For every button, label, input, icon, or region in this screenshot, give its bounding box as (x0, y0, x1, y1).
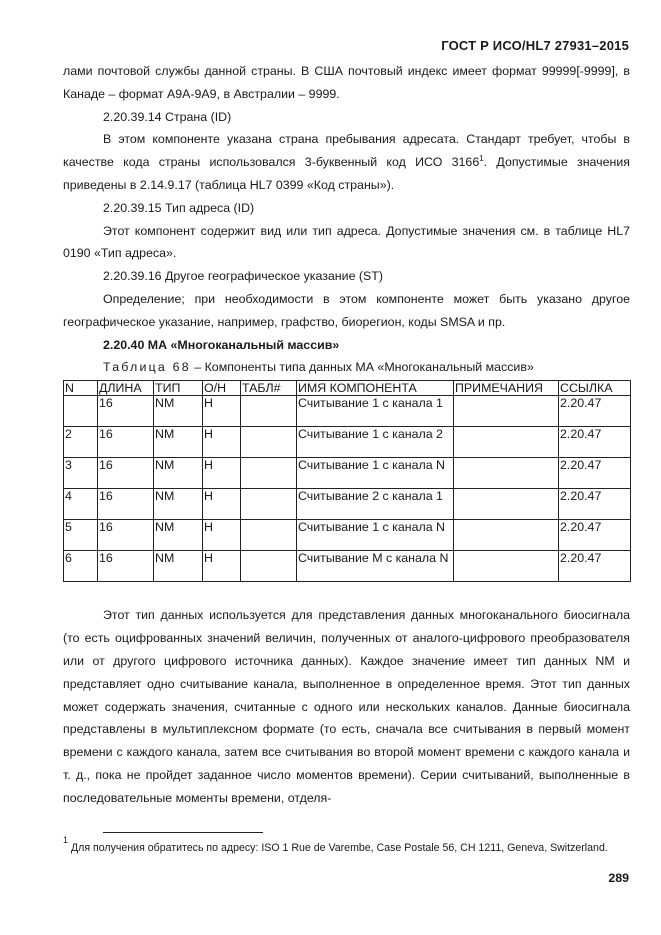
table-cell (454, 520, 559, 551)
footnote-text: Для получения обратитесь по адресу: ISO 1 Rue de Varembe, Case Postale 56, CH 1211, Geneva, Switzerland. (71, 842, 608, 854)
table-cell (241, 427, 297, 458)
table-cell: 2.20.47 (559, 396, 631, 427)
paragraph-ma-description: Этот тип данных используется для представления данных многоканального биосигнала (то есть оцифрованных значений величин, полученных от аналого-цифрового преобразователя или от другого цифрового источника данных). Каждое значение имеет тип данных NM и представляет одно считывание канала, выполненное в определенное время. Этот тип данных может содержать значения, считанные с одного или нескольких каналов. Данные биосигнала представлены в мультиплексном формате (то есть, сначала все считывания в первый момент времени с каждого канала, затем все считывания во второй момент времени с каждого канала и т. д., пока не пройдет заданное число моментов времени). Серии считываний, выполненные в последовательные моменты времени, отделя- (63, 608, 630, 805)
table-cell: Считывание 1 с канала 1 (297, 396, 454, 427)
table-cell: 2.20.47 (559, 520, 631, 551)
table-cell: Считывание 1 с канала N (297, 458, 454, 489)
table-cell: 2.20.47 (559, 427, 631, 458)
column-header: ТАБЛ# (241, 381, 297, 396)
table-cell: 2.20.47 (559, 551, 631, 582)
components-table (63, 380, 631, 582)
table-cell: Н (203, 427, 241, 458)
paragraph-postal-format: лами почтовой службы данной страны. В США почтовый индекс имеет формат 99999[-9999], в Канаде – формат А9А-9А9, в Австралии – 9999. (63, 64, 630, 101)
table-cell (454, 551, 559, 582)
table-cell: 16 (98, 396, 154, 427)
footnote: 1 Для получения обратитесь по адресу: ISO 1 Rue de Varembe, Case Postale 56, CH 1211, Geneva, Switzerland. (63, 840, 630, 856)
table-cell (241, 458, 297, 489)
table-cell (64, 396, 98, 427)
table-cell: 3 (64, 458, 98, 489)
table-caption-text: – Компоненты типа данных МА «Многоканальный массив» (190, 360, 534, 375)
paragraph-other-geo: Определение; при необходимости в этом компоненте может быть указано другое географическое указание, например, графство, биорегион, коды SMSA и пр. (63, 291, 630, 329)
footnote-reference: 1 (479, 154, 484, 164)
page-number: 289 (608, 871, 629, 885)
column-header: О/Н (203, 381, 241, 396)
table-cell: Н (203, 551, 241, 582)
table-cell (241, 396, 297, 427)
table-cell: 6 (64, 551, 98, 582)
table-cell: NM (154, 458, 203, 489)
table-cell (241, 520, 297, 551)
document-header: ГОСТ Р ИСО/HL7 27931–2015 (441, 38, 629, 53)
table-cell: 2.20.47 (559, 458, 631, 489)
heading-other-geo: 2.20.39.16 Другое географическое указание (ST) (103, 269, 383, 284)
table-row (64, 551, 631, 582)
table-caption (63, 356, 630, 378)
table-cell: Н (203, 396, 241, 427)
table-cell: 16 (98, 458, 154, 489)
table-cell: 4 (64, 489, 98, 520)
table-cell: NM (154, 396, 203, 427)
table-cell (454, 427, 559, 458)
table-cell (241, 551, 297, 582)
table-cell: 16 (98, 551, 154, 582)
paragraph-address-type: Этот компонент содержит вид или тип адреса. Допустимые значения см. в таблице HL7 0190 «Тип адреса». (63, 223, 630, 261)
table-row (64, 427, 631, 458)
table-row (64, 489, 631, 520)
table-cell: NM (154, 551, 203, 582)
heading-country: 2.20.39.14 Страна (ID) (103, 109, 232, 124)
table-cell: Считывание М с канала N (297, 551, 454, 582)
column-header: ССЫЛКА (559, 381, 631, 396)
section-title: 2.20.40 МА «Многоканальный массив» (103, 337, 340, 352)
table-cell (454, 396, 559, 427)
table-cell: 2 (64, 427, 98, 458)
table-cell: Считывание 1 с канала N (297, 520, 454, 551)
table-cell: Н (203, 458, 241, 489)
paragraph-country-part1: В этом компоненте указана страна пребывания адресата. Стандарт требует, чтобы в качестве кода страны использовался 3-буквенный код ИСО 3166 (63, 132, 630, 170)
table-row (64, 458, 631, 489)
table-cell: 16 (98, 427, 154, 458)
column-header: ДЛИНА (98, 381, 154, 396)
table-cell: 16 (98, 489, 154, 520)
table-cell: NM (154, 520, 203, 551)
column-header: ПРИМЕЧАНИЯ (454, 381, 559, 396)
table-cell: Н (203, 489, 241, 520)
column-header: ТИП (154, 381, 203, 396)
table-cell: Считывание 1 с канала 2 (297, 427, 454, 458)
table-cell: NM (154, 489, 203, 520)
page-content (63, 60, 630, 810)
table-cell: Считывание 2 с канала 1 (297, 489, 454, 520)
table-cell: 5 (64, 520, 98, 551)
table-cell (454, 489, 559, 520)
table-caption-label: Таблица 68 (103, 360, 191, 375)
heading-address-type: 2.20.39.15 Тип адреса (ID) (103, 200, 255, 215)
footnote-divider (103, 832, 263, 833)
table-cell: 2.20.47 (559, 489, 631, 520)
table-cell (454, 458, 559, 489)
paragraph-country (63, 128, 630, 196)
table-row (64, 396, 631, 427)
column-header: ИМЯ КОМПОНЕНТА (297, 381, 454, 396)
paragraph-country-part2: . Допустимые значения приведены в 2.14.9.17 (таблица HL7 0399 «Код страны»). (63, 155, 630, 192)
table-header-row (64, 381, 631, 396)
column-header: N (64, 381, 98, 396)
table-cell: Н (203, 520, 241, 551)
table-row (64, 520, 631, 551)
table-cell: NM (154, 427, 203, 458)
table-cell (241, 489, 297, 520)
table-cell: 16 (98, 520, 154, 551)
